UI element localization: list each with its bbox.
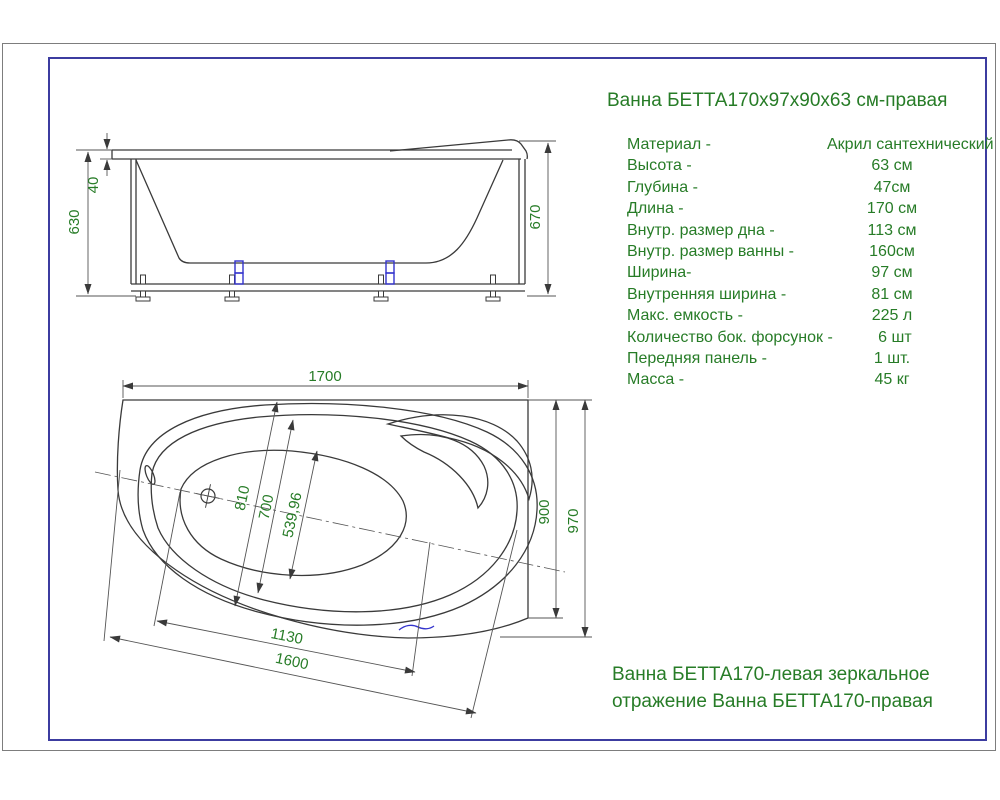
spec-list <box>627 134 994 391</box>
adjustable-feet <box>136 275 500 301</box>
foot <box>486 275 500 301</box>
spec-value: Акрил сантехнический <box>827 136 994 153</box>
foot <box>225 275 239 301</box>
rim-outer-curve <box>138 404 537 626</box>
spec-label: Передняя панель - <box>627 350 767 368</box>
spec-row-height <box>627 155 957 176</box>
spec-row-length <box>627 198 957 219</box>
side-view-dimensions <box>76 133 556 296</box>
side-jet-fittings <box>235 261 394 284</box>
spec-label: Внутр. размер дна - <box>627 221 775 239</box>
jet-fitting <box>235 273 243 284</box>
top-view-dimensions <box>104 380 592 718</box>
dim-label-670: 670 <box>527 204 544 230</box>
jet-fitting <box>386 273 394 284</box>
dim-label-539: 539,96 <box>279 490 306 540</box>
spec-value: 170 см <box>866 200 918 218</box>
dim-label-1130: 1130 <box>269 625 305 649</box>
center-axis-line <box>95 472 565 572</box>
dim-label-40: 40 <box>85 176 102 194</box>
spec-label: Внутр. размер ванны - <box>627 243 794 261</box>
spec-label: Масса - <box>627 371 685 389</box>
spec-row-panel <box>627 348 957 369</box>
dim-label-900: 900 <box>536 499 553 525</box>
dim-label-1700: 1700 <box>308 368 342 385</box>
foot <box>136 275 150 301</box>
spec-value: 160см <box>869 243 915 261</box>
spec-label: Ширина- <box>627 264 692 282</box>
rim-detail-oval <box>143 464 157 485</box>
spec-row-width <box>627 262 957 283</box>
page-title: Ванна БЕТТА170х97х90х63 см-правая <box>607 90 948 111</box>
dim-label-630: 630 <box>66 209 83 235</box>
dim-label-1600: 1600 <box>273 649 311 674</box>
spec-value: 113 см <box>867 221 917 239</box>
spec-value: 81 см <box>871 285 913 303</box>
spec-row-inner-width <box>627 284 957 305</box>
spec-label: Высота - <box>627 157 692 175</box>
mirror-note-line1: Ванна БЕТТА170-левая зеркальное <box>612 664 930 685</box>
spec-value: 6 шт <box>878 328 912 346</box>
spec-value: 47см <box>873 178 911 196</box>
headrest-blade-outer <box>388 415 532 499</box>
spec-value: 225 л <box>871 307 913 325</box>
side-view-drawing <box>66 133 556 301</box>
spec-row-material <box>627 134 994 155</box>
mirror-note <box>612 661 982 715</box>
spec-label: Внутренняя ширина - <box>627 285 787 303</box>
mirror-note-line2: отражение Ванна БЕТТА170-правая <box>612 691 933 712</box>
spec-row-bottom-size <box>627 220 957 241</box>
spec-row-inner-size <box>627 241 957 262</box>
spec-label: Макс. емкость - <box>627 307 743 325</box>
spec-label: Материал - <box>627 136 711 153</box>
spec-row-jets <box>627 327 957 348</box>
spec-row-depth <box>627 177 957 198</box>
tub-interior-profile <box>136 160 503 263</box>
spec-row-capacity <box>627 305 957 326</box>
spec-label: Количество бок. форсунок - <box>627 328 833 346</box>
spec-row-weight <box>627 369 957 390</box>
spec-value: 45 кг <box>874 371 910 389</box>
spec-value: 63 см <box>871 157 913 175</box>
spec-label: Глубина - <box>627 178 698 196</box>
spec-value: 97 см <box>871 264 913 282</box>
spec-value: 1 шт. <box>873 350 911 368</box>
tub-outer-boundary <box>117 400 528 638</box>
dim-label-700: 700 <box>255 493 278 522</box>
top-view-drawing <box>95 368 592 718</box>
spec-label: Длина - <box>627 200 684 218</box>
dim-label-810: 810 <box>231 484 254 513</box>
dim-label-970: 970 <box>565 508 582 534</box>
top-jet-mark <box>399 625 434 630</box>
